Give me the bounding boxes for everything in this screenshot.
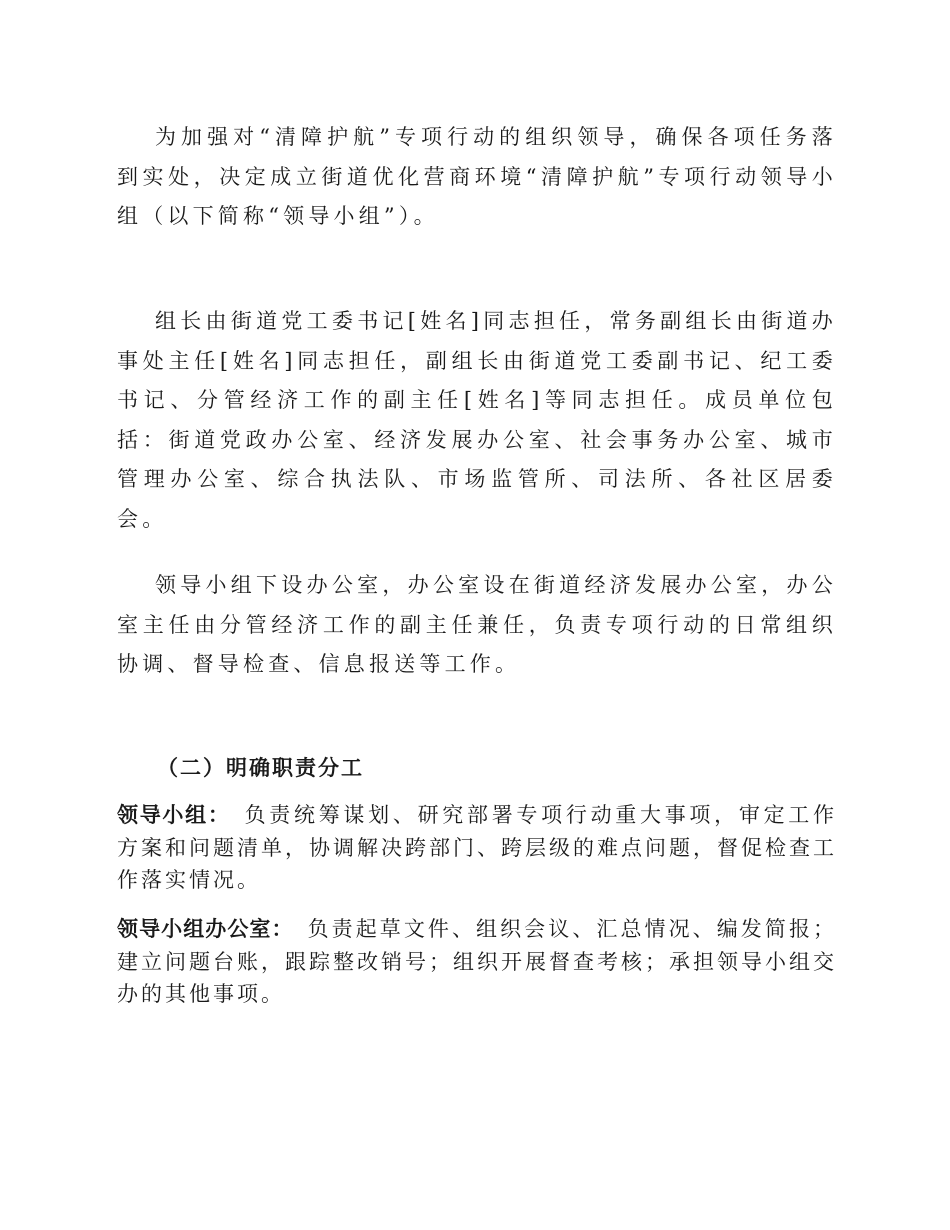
responsibility-term: 领导小组办公室： [117,917,294,941]
responsibility-text: 负责起草文件、组织会议、汇总情况、编发简报；建立问题台账，跟踪整改销号；组织开展督查考核；承担领导小组交办的其他事项。 [117,917,838,1006]
section-heading: （二）明确职责分工 [157,756,364,780]
responsibility-text: 负责统筹谋划、研究部署专项行动重大事项，审定工作方案和问题清单，协调解决跨部门、跨层级的难点问题，督促检查工作落实情况。 [117,803,838,892]
paragraph-establish-group: 为加强对“清障护航”专项行动的组织领导，确保各项任务落到实处，决定成立街道优化营商环境“清障护航”专项行动领导小组（以下简称“领导小组”）。 [117,125,837,228]
paragraph-group-office: 领导小组下设办公室，办公室设在街道经济发展办公室，办公室主任由分管经济工作的副主任兼任，负责专项行动的日常组织协调、督导检查、信息报送等工作。 [117,573,837,676]
responsibility-term: 领导小组： [117,803,231,827]
responsibility-group-office [117,913,837,1011]
responsibility-leading-group [117,799,837,897]
paragraph-group-members: 组长由街道党工委书记[姓名]同志担任，常务副组长由街道办事处主任[姓名]同志担任，副组长由街道党工委副书记、纪工委书记、分管经济工作的副主任[姓名]等同志担任。成员单位包括：街道党政办公室、经济发展办公室、社会事务办公室、城市管理办公室、综合执法队、市场监管所、司法所、各社区居委会。 [117,309,837,531]
